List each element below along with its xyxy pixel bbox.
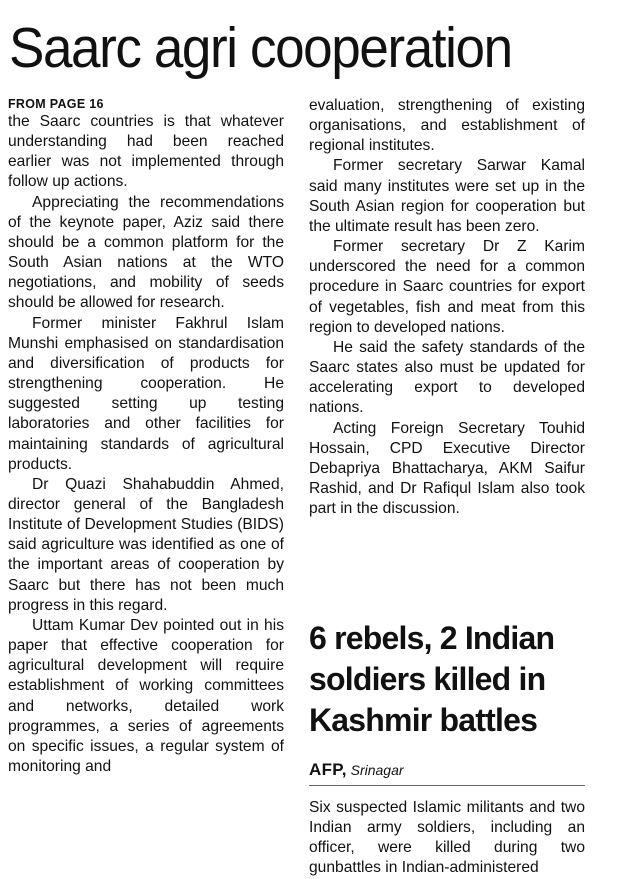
article-paragraph: Uttam Kumar Dev pointed out in his paper that effective cooperation for agricultural development will require establishment of working committees and networks, detailed work programmes, a series of agreements on specific issues, a regular system of monitoring and	[8, 616, 284, 775]
article-paragraph: Dr Quazi Shahabuddin Ahmed, director general of the Bangladesh Institute of Development Studies (BIDS) said agriculture was identified as one of the important areas of cooperation by Saarc but there has not been much progress in this regard.	[8, 475, 284, 614]
dateline	[309, 760, 404, 780]
second-headline: 6 rebels, 2 Indian soldiers killed in Kashmir battles	[309, 620, 555, 738]
news-agency: AFP,	[309, 760, 347, 779]
dateline-divider	[309, 785, 585, 786]
article-paragraph: Appreciating the recommendations of the keynote paper, Aziz said there should be a common platform for the South Asian nations at the WTO negotiations, and mobility of seeds should be allowed for research.	[8, 193, 284, 312]
article-column-left	[8, 96, 284, 777]
article-paragraph: Former secretary Sarwar Kamal said many institutes were set up in the South Asian region for cooperation but the ultimate result has been zero.	[309, 157, 585, 235]
continued-from-label: FROM PAGE 16	[8, 97, 104, 111]
dateline-place: Srinagar	[350, 762, 404, 778]
main-headline: Saarc agri cooperation	[9, 16, 512, 80]
article-paragraph: Former minister Fakhrul Islam Munshi emphasised on standardisation and diversification of products for strengthening cooperation. He suggested setting up testing laboratories and other facilities for maintaining standards of agricultural products.	[8, 314, 284, 473]
article-paragraph: He said the safety standards of the Saarc states also must be updated for accelerating export to developed nations.	[309, 338, 585, 417]
article-paragraph: Acting Foreign Secretary Touhid Hossain, CPD Executive Director Debapriya Bhattacharya, AKM Saifur Rashid, and Dr Rafiqul Islam also took part in the discussion.	[309, 419, 585, 518]
second-article-body	[309, 798, 585, 879]
article-paragraph: Six suspected Islamic militants and two Indian army soldiers, including an officer, were killed during two gunbattles in Indian-administered	[309, 799, 585, 877]
article-column-right	[309, 96, 585, 519]
article-paragraph: Former secretary Dr Z Karim underscored the need for a common procedure in Saarc countries for export of vegetables, fish and meat from this region to developed nations.	[309, 238, 585, 336]
article-paragraph: evaluation, strengthening of existing organisations, and establishment of regional institutes.	[309, 97, 585, 155]
article-paragraph: the Saarc countries is that whatever understanding had been reached earlier was not implemented through follow up actions.	[8, 113, 284, 191]
